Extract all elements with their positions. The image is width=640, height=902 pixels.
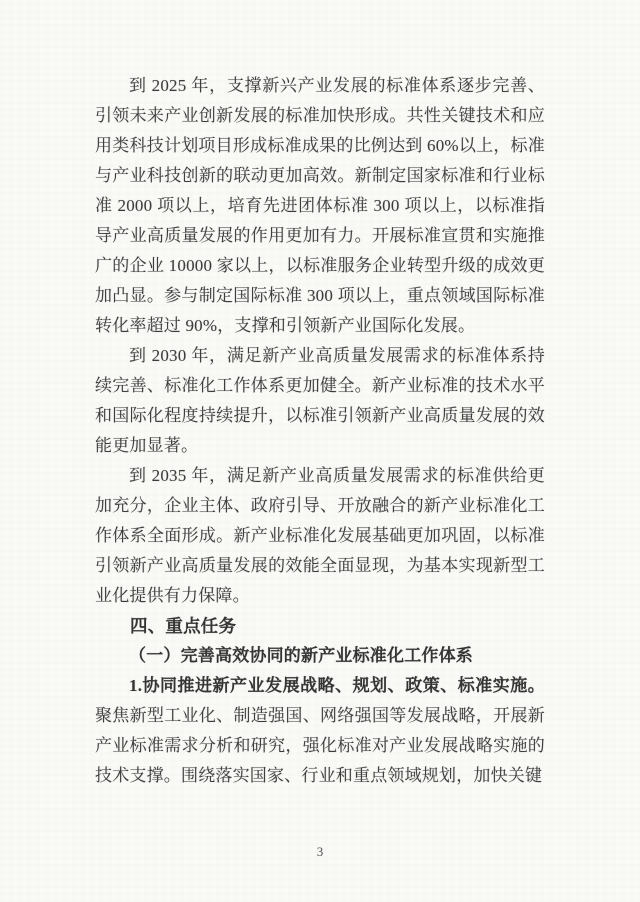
- page-number: 3: [316, 844, 324, 859]
- bold-text-run: 1.协同推进新产业发展战略、规划、政策、标准实施。: [129, 676, 545, 695]
- bold-text-run: （一）完善高效协同的新产业标准化工作体系: [129, 646, 473, 665]
- text-run: 到 2035 年，满足新产业高质量发展需求的标准供给更加充分，企业主体、政府引导、开放融合的新产业标准化工作体系全面形成。新产业标准化发展基础更加巩固，以标准引领新产业高质量发展的效能全面显现，为基本实现新型工业化提供有力保障。: [95, 466, 545, 605]
- document-paragraph: [95, 671, 545, 791]
- text-run: 聚焦新型工业化、制造强国、网络强国等发展战略，开展新产业标准需求分析和研究，强化标准对产业发展战略实施的技术支撑。围绕落实国家、行业和重点领域规划，加快关键: [95, 706, 545, 785]
- document-heading: [95, 641, 545, 671]
- document-paragraph: [95, 71, 545, 341]
- document-heading: [95, 611, 545, 641]
- document-paragraph: [95, 341, 545, 461]
- document-body: [95, 71, 545, 791]
- bold-text-run: 四、重点任务: [130, 616, 237, 636]
- document-paragraph: [95, 461, 545, 611]
- text-run: 到 2030 年，满足新产业高质量发展需求的标准体系持续完善、标准化工作体系更加健全。新产业标准的技术水平和国际化程度持续提升，以标准引领新产业高质量发展的效能更加显著。: [95, 346, 545, 455]
- text-run: 到 2025 年，支撑新兴产业发展的标准体系逐步完善、引领未来产业创新发展的标准加快形成。共性关键技术和应用类科技计划项目形成标准成果的比例达到 60%以上，标准与产业科技创新的联动更加高效。新制定国家标准和行业标准 2000 项以上，培育先进团体标准 300 项以上，以标准指导产业高质量发展的作用更加有力。开展标准宣贯和实施推广的企业 10000 家以上，以标准服务企业转型升级的成效更加凸显。参与制定国际标准 300 项以上，重点领域国际标准转化率超过 90%，支撑和引领新产业国际化发展。: [95, 76, 545, 335]
